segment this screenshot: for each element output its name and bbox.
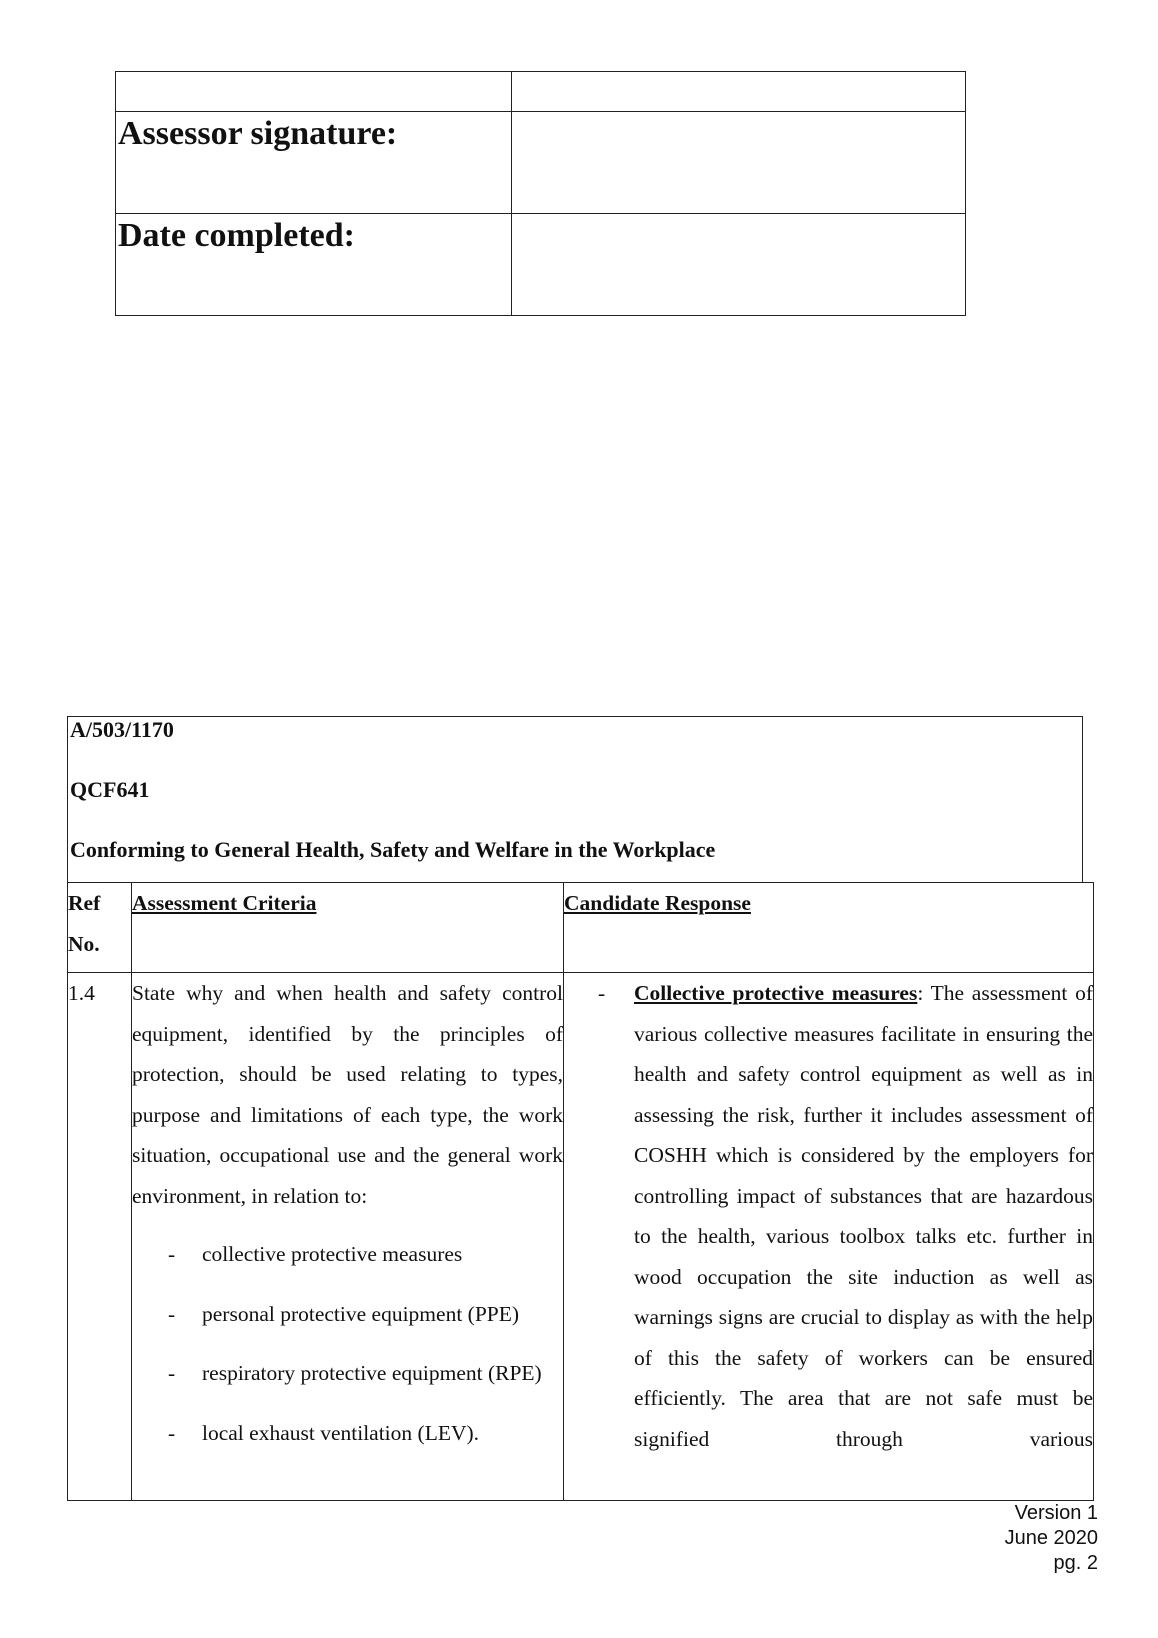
page-number: pg. 2 [1053, 1552, 1098, 1574]
list-item: - local exhaust ventilation (LEV). [132, 1413, 563, 1454]
date-completed-label: Date completed: [118, 217, 355, 254]
table-row [68, 973, 1094, 1501]
signature-table-blank-row [116, 72, 966, 112]
header-assessment-criteria: Assessment Criteria [132, 891, 317, 915]
header-ref-no: Ref No. [68, 891, 101, 956]
qualification-code: QCF641 [70, 777, 150, 802]
dash-bullet-icon: - [168, 1420, 176, 1445]
assessor-signature-field[interactable] [512, 112, 966, 214]
date-completed-row [116, 214, 966, 316]
blank-cell [116, 72, 512, 112]
header-candidate-response: Candidate Response [564, 891, 751, 915]
unit-code: A/503/1170 [70, 717, 174, 742]
list-item: - respiratory protective equipment (RPE) [132, 1353, 563, 1394]
assessor-signature-label: Assessor signature: [118, 115, 398, 152]
page-footer [1005, 1501, 1098, 1576]
signature-table [115, 71, 966, 316]
table-header-row [68, 883, 1094, 973]
row-ref-number: 1.4 [68, 981, 95, 1005]
assessment-table [67, 882, 1094, 1501]
criteria-intro: State why and when health and safety control equipment, identified by the principles of protection, should be used relating to types, purpose and limitations of each type, the work situation, occupational use and the general work environment, in relation to: [132, 981, 563, 1208]
candidate-response [564, 973, 1093, 1500]
date-completed-field[interactable] [512, 214, 966, 316]
dash-bullet-icon: - [168, 1242, 176, 1266]
response-heading: Collective protective measures [634, 981, 918, 1005]
list-item: - personal protective equipment (PPE) [132, 1294, 563, 1335]
version-date: June 2020 [1004, 1527, 1098, 1549]
assessor-signature-row [116, 112, 966, 214]
response-text: : The assessment of various collective measures facilitate in ensuring the health and safety control equipment as well as in assessing the risk, further it includes assessment of COSHH which is considered by the employers for controlling impact of substances that are hazardous to the health, various toolbox talks etc. further in wood occupation the site induction as well as warnings signs are crucial to display as with the help of this the safety of workers can be ensured efficiently. The area that are not safe must be signified through various [634, 981, 1093, 1451]
unit-header [67, 716, 1083, 882]
criteria-list [132, 1234, 563, 1453]
dash-bullet-icon: - [168, 1301, 176, 1326]
unit-title: Conforming to General Health, Safety and Welfare in the Workplace [70, 837, 716, 862]
blank-cell [512, 72, 966, 112]
list-item: - collective protective measures [132, 1234, 563, 1275]
version-label: Version 1 [1014, 1502, 1098, 1524]
dash-bullet-icon: - [598, 981, 606, 1005]
dash-bullet-icon: - [168, 1361, 176, 1385]
